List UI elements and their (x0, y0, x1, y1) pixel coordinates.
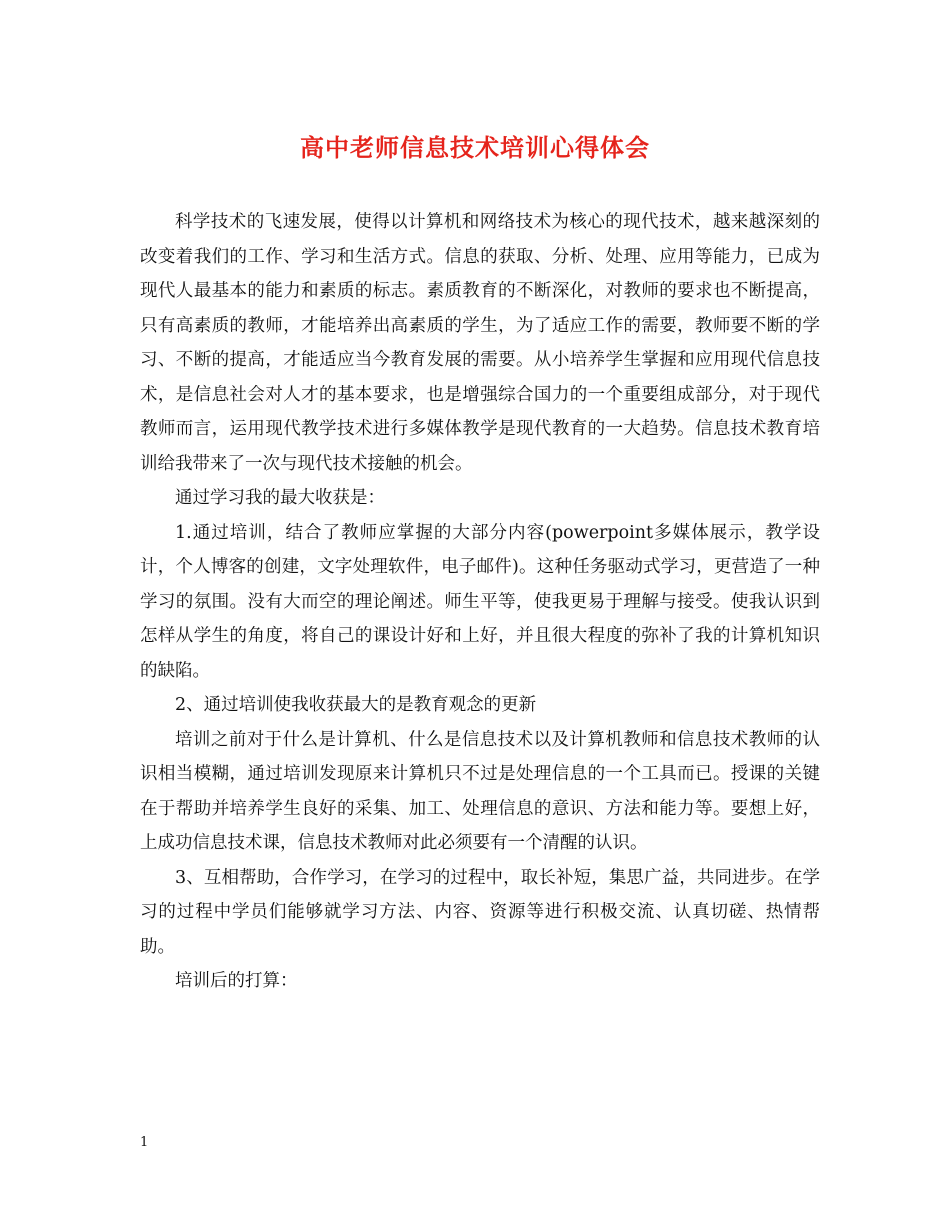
paragraph-plan-heading: 培训后的打算： (175, 971, 298, 991)
document-body (140, 205, 820, 999)
paragraph-point-3: 3、互相帮助，合作学习，在学习的过程中，取长补短，集思广益，共同进步。在学习的过程中学员们能够就学习方法、内容、资源等进行积极交流、认真切磋、热情帮助。 (140, 867, 820, 957)
paragraph-intro: 科学技术的飞速发展，使得以计算机和网络技术为核心的现代技术，越来越深刻的改变着我们的工作、学习和生活方式。信息的获取、分析、处理、应用等能力，已成为现代人最基本的能力和素质的标志。素质教育的不断深化，对教师的要求也不断提高，只有高素质的教师，才能培养出高素质的学生，为了适应工作的需要，教师要不断的学习、不断的提高，才能适应当今教育发展的需要。从小培养学生掌握和应用现代信息技术，是信息社会对人才的基本要求，也是增强综合国力的一个重要组成部分，对于现代教师而言，运用现代教学技术进行多媒体教学是现代教育的一大趋势。信息技术教育培训给我带来了一次与现代技术接触的机会。 (140, 212, 820, 474)
paragraph-point-2-heading: 2、通过培训使我收获最大的是教育观念的更新 (175, 695, 537, 715)
document-title: 高中老师信息技术培训心得体会 (300, 133, 650, 162)
paragraph-gains-heading: 通过学习我的最大收获是： (175, 488, 385, 508)
page-number: 1 (140, 1135, 149, 1150)
paragraph-point-1: 1.通过培训，结合了教师应掌握的大部分内容(powerpoint多媒体展示，教学设计，个人博客的创建，文字处理软件，电子邮件)。这种任务驱动式学习，更营造了一种学习的氛围。没有大而空的理论阐述。师生平等，使我更易于理解与接受。使我认识到怎样从学生的角度，将自己的课设计好和上好，并且很大程度的弥补了我的计算机知识的缺陷。 (140, 522, 820, 681)
paragraph-point-2-body: 培训之前对于什么是计算机、什么是信息技术以及计算机教师和信息技术教师的认识相当模糊，通过培训发现原来计算机只不过是处理信息的一个工具而已。授课的关键在于帮助并培养学生良好的采集、加工、处理信息的意识、方法和能力等。要想上好，上成功信息技术课，信息技术教师对此必须要有一个清醒的认识。 (140, 729, 820, 853)
